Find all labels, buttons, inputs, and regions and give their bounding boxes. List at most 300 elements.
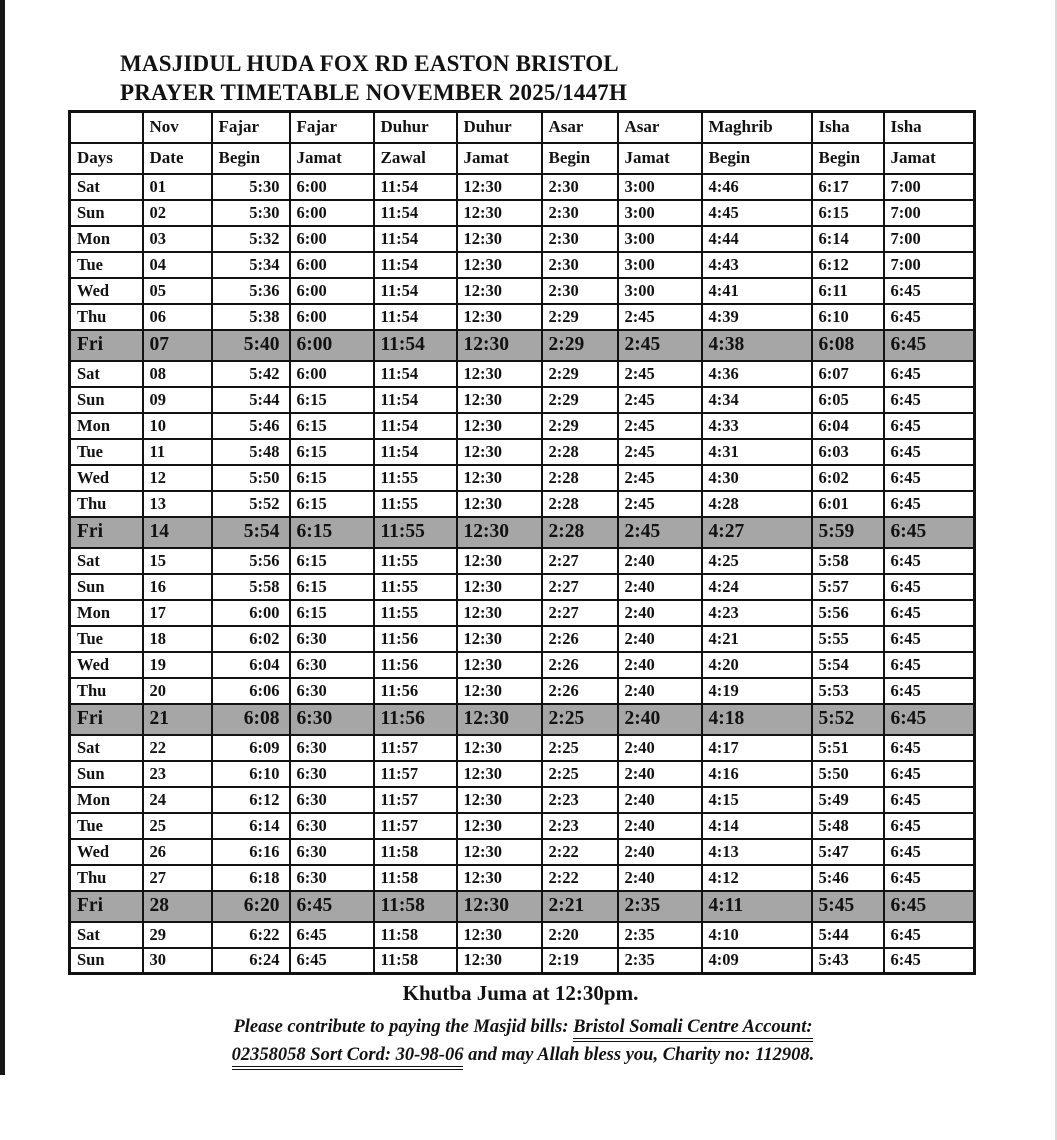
time-cell: 2:40	[618, 865, 702, 891]
date-cell: 08	[143, 361, 212, 387]
time-cell: 2:27	[542, 548, 618, 574]
time-cell: 5:44	[212, 387, 290, 413]
day-cell: Wed	[70, 278, 143, 304]
time-cell: 6:07	[812, 361, 884, 387]
time-cell: 12:30	[457, 787, 542, 813]
date-cell: 11	[143, 439, 212, 465]
time-cell: 6:16	[212, 839, 290, 865]
time-cell: 6:15	[812, 200, 884, 226]
time-cell: 4:10	[702, 922, 812, 948]
time-cell: 2:30	[542, 278, 618, 304]
time-cell: 4:15	[702, 787, 812, 813]
date-cell: 27	[143, 865, 212, 891]
account-number-underlined: 02358058 Sort Cord: 30-98-06	[232, 1045, 464, 1070]
time-cell: 5:51	[812, 735, 884, 761]
time-cell: 6:10	[212, 761, 290, 787]
time-cell: 6:45	[290, 922, 374, 948]
time-cell: 2:30	[542, 200, 618, 226]
day-cell: Sun	[70, 761, 143, 787]
time-cell: 6:45	[884, 278, 975, 304]
time-cell: 12:30	[457, 517, 542, 548]
time-cell: 7:00	[884, 252, 975, 278]
table-row	[70, 517, 975, 548]
time-cell: 11:55	[374, 548, 457, 574]
time-cell: 2:29	[542, 387, 618, 413]
date-cell: 14	[143, 517, 212, 548]
time-cell: 12:30	[457, 252, 542, 278]
time-cell: 2:40	[618, 761, 702, 787]
date-cell: 19	[143, 652, 212, 678]
time-cell: 6:30	[290, 626, 374, 652]
header-maghrib: Maghrib	[702, 112, 812, 143]
time-cell: 6:00	[290, 226, 374, 252]
time-cell: 6:45	[884, 626, 975, 652]
day-cell: Wed	[70, 839, 143, 865]
time-cell: 11:56	[374, 678, 457, 704]
time-cell: 5:30	[212, 174, 290, 200]
time-cell: 2:22	[542, 839, 618, 865]
table-row	[70, 361, 975, 387]
table-row	[70, 200, 975, 226]
time-cell: 2:22	[542, 865, 618, 891]
time-cell: 6:09	[212, 735, 290, 761]
header-asar-begin: Begin	[542, 143, 618, 174]
time-cell: 11:54	[374, 278, 457, 304]
day-cell: Mon	[70, 413, 143, 439]
day-cell: Fri	[70, 891, 143, 922]
scan-edge-artifact-left	[0, 0, 5, 1075]
time-cell: 4:13	[702, 839, 812, 865]
contribution-line-2	[78, 1041, 968, 1069]
time-cell: 6:11	[812, 278, 884, 304]
time-cell: 11:58	[374, 865, 457, 891]
time-cell: 7:00	[884, 226, 975, 252]
time-cell: 6:45	[884, 491, 975, 517]
table-row	[70, 839, 975, 865]
header-isha-begin: Begin	[812, 143, 884, 174]
time-cell: 2:27	[542, 600, 618, 626]
header-days: Days	[70, 143, 143, 174]
time-cell: 2:28	[542, 517, 618, 548]
time-cell: 5:44	[812, 922, 884, 948]
time-cell: 6:30	[290, 839, 374, 865]
time-cell: 6:45	[884, 922, 975, 948]
table-row	[70, 413, 975, 439]
time-cell: 6:45	[884, 304, 975, 330]
time-cell: 4:25	[702, 548, 812, 574]
time-cell: 5:57	[812, 574, 884, 600]
header-fajar-jamat: Jamat	[290, 143, 374, 174]
prayer-timetable	[68, 110, 976, 975]
time-cell: 4:46	[702, 174, 812, 200]
time-cell: 6:00	[290, 330, 374, 361]
time-cell: 3:00	[618, 252, 702, 278]
time-cell: 5:50	[812, 761, 884, 787]
page-title	[120, 49, 627, 107]
time-cell: 12:30	[457, 387, 542, 413]
time-cell: 2:26	[542, 652, 618, 678]
time-cell: 6:12	[212, 787, 290, 813]
time-cell: 6:45	[290, 891, 374, 922]
time-cell: 4:44	[702, 226, 812, 252]
table-row	[70, 922, 975, 948]
time-cell: 5:54	[812, 652, 884, 678]
date-cell: 05	[143, 278, 212, 304]
time-cell: 11:58	[374, 922, 457, 948]
date-cell: 10	[143, 413, 212, 439]
time-cell: 4:24	[702, 574, 812, 600]
table-row	[70, 600, 975, 626]
date-cell: 26	[143, 839, 212, 865]
time-cell: 5:56	[212, 548, 290, 574]
header-duhur-2: Duhur	[457, 112, 542, 143]
time-cell: 11:54	[374, 252, 457, 278]
table-row	[70, 813, 975, 839]
time-cell: 4:14	[702, 813, 812, 839]
time-cell: 5:59	[812, 517, 884, 548]
day-cell: Sat	[70, 174, 143, 200]
time-cell: 2:40	[618, 652, 702, 678]
time-cell: 4:11	[702, 891, 812, 922]
day-cell: Tue	[70, 252, 143, 278]
table-row	[70, 948, 975, 974]
time-cell: 6:02	[812, 465, 884, 491]
date-cell: 13	[143, 491, 212, 517]
date-cell: 18	[143, 626, 212, 652]
time-cell: 2:40	[618, 574, 702, 600]
time-cell: 6:00	[290, 200, 374, 226]
time-cell: 5:32	[212, 226, 290, 252]
time-cell: 4:30	[702, 465, 812, 491]
table-row	[70, 278, 975, 304]
time-cell: 2:30	[542, 174, 618, 200]
time-cell: 2:45	[618, 387, 702, 413]
day-cell: Thu	[70, 678, 143, 704]
time-cell: 11:56	[374, 704, 457, 735]
header-asar-jamat: Jamat	[618, 143, 702, 174]
time-cell: 6:02	[212, 626, 290, 652]
date-cell: 17	[143, 600, 212, 626]
time-cell: 2:21	[542, 891, 618, 922]
day-cell: Wed	[70, 465, 143, 491]
header-isha-1: Isha	[812, 112, 884, 143]
time-cell: 4:12	[702, 865, 812, 891]
time-cell: 5:47	[812, 839, 884, 865]
time-cell: 2:29	[542, 304, 618, 330]
time-cell: 3:00	[618, 226, 702, 252]
time-cell: 6:45	[884, 361, 975, 387]
time-cell: 5:53	[812, 678, 884, 704]
time-cell: 12:30	[457, 735, 542, 761]
time-cell: 4:45	[702, 200, 812, 226]
date-cell: 15	[143, 548, 212, 574]
time-cell: 6:06	[212, 678, 290, 704]
day-cell: Fri	[70, 704, 143, 735]
time-cell: 6:14	[812, 226, 884, 252]
date-cell: 07	[143, 330, 212, 361]
time-cell: 12:30	[457, 813, 542, 839]
time-cell: 5:36	[212, 278, 290, 304]
table-row	[70, 678, 975, 704]
time-cell: 6:45	[884, 439, 975, 465]
time-cell: 12:30	[457, 600, 542, 626]
time-cell: 4:23	[702, 600, 812, 626]
time-cell: 6:30	[290, 678, 374, 704]
time-cell: 4:16	[702, 761, 812, 787]
time-cell: 11:54	[374, 413, 457, 439]
time-cell: 6:45	[290, 948, 374, 974]
time-cell: 6:30	[290, 865, 374, 891]
date-cell: 03	[143, 226, 212, 252]
time-cell: 6:10	[812, 304, 884, 330]
title-line-1: MASJIDUL HUDA FOX RD EASTON BRISTOL	[120, 51, 619, 76]
time-cell: 4:20	[702, 652, 812, 678]
time-cell: 5:52	[812, 704, 884, 735]
time-cell: 12:30	[457, 491, 542, 517]
time-cell: 12:30	[457, 839, 542, 865]
time-cell: 12:30	[457, 574, 542, 600]
time-cell: 5:54	[212, 517, 290, 548]
date-cell: 09	[143, 387, 212, 413]
time-cell: 12:30	[457, 891, 542, 922]
day-cell: Mon	[70, 226, 143, 252]
time-cell: 6:00	[290, 252, 374, 278]
contribution-note	[78, 1013, 968, 1069]
table-row	[70, 891, 975, 922]
time-cell: 2:28	[542, 491, 618, 517]
time-cell: 5:48	[212, 439, 290, 465]
day-cell: Sun	[70, 948, 143, 974]
date-cell: 06	[143, 304, 212, 330]
date-cell: 21	[143, 704, 212, 735]
time-cell: 5:52	[212, 491, 290, 517]
time-cell: 2:40	[618, 813, 702, 839]
time-cell: 5:55	[812, 626, 884, 652]
header-duhur-zawal: Zawal	[374, 143, 457, 174]
time-cell: 2:35	[618, 922, 702, 948]
time-cell: 4:33	[702, 413, 812, 439]
time-cell: 2:45	[618, 304, 702, 330]
time-cell: 4:39	[702, 304, 812, 330]
time-cell: 4:34	[702, 387, 812, 413]
time-cell: 12:30	[457, 678, 542, 704]
header-row-prayer-names	[70, 112, 975, 143]
time-cell: 11:54	[374, 330, 457, 361]
time-cell: 6:30	[290, 735, 374, 761]
time-cell: 6:00	[290, 174, 374, 200]
date-cell: 25	[143, 813, 212, 839]
time-cell: 5:48	[812, 813, 884, 839]
table-row	[70, 304, 975, 330]
time-cell: 12:30	[457, 330, 542, 361]
khutba-note: Khutba Juma at 12:30pm.	[402, 981, 639, 1005]
table-row	[70, 491, 975, 517]
date-cell: 20	[143, 678, 212, 704]
header-isha-jamat: Jamat	[884, 143, 975, 174]
time-cell: 4:09	[702, 948, 812, 974]
time-cell: 2:29	[542, 361, 618, 387]
time-cell: 11:54	[374, 304, 457, 330]
time-cell: 11:55	[374, 517, 457, 548]
time-cell: 2:40	[618, 735, 702, 761]
charity-text: and may Allah bless you, Charity no: 112908.	[463, 1045, 815, 1065]
table-row	[70, 735, 975, 761]
time-cell: 6:30	[290, 787, 374, 813]
day-cell: Sun	[70, 200, 143, 226]
time-cell: 11:57	[374, 787, 457, 813]
time-cell: 6:14	[212, 813, 290, 839]
time-cell: 11:54	[374, 226, 457, 252]
time-cell: 12:30	[457, 704, 542, 735]
time-cell: 6:18	[212, 865, 290, 891]
time-cell: 12:30	[457, 865, 542, 891]
day-cell: Thu	[70, 304, 143, 330]
date-cell: 12	[143, 465, 212, 491]
time-cell: 4:19	[702, 678, 812, 704]
table-row	[70, 439, 975, 465]
time-cell: 12:30	[457, 626, 542, 652]
time-cell: 5:42	[212, 361, 290, 387]
time-cell: 11:57	[374, 735, 457, 761]
time-cell: 2:30	[542, 226, 618, 252]
time-cell: 2:45	[618, 413, 702, 439]
time-cell: 2:40	[618, 626, 702, 652]
day-cell: Tue	[70, 626, 143, 652]
time-cell: 2:23	[542, 813, 618, 839]
day-cell: Tue	[70, 439, 143, 465]
time-cell: 2:45	[618, 361, 702, 387]
time-cell: 7:00	[884, 200, 975, 226]
time-cell: 6:45	[884, 839, 975, 865]
date-cell: 23	[143, 761, 212, 787]
time-cell: 7:00	[884, 174, 975, 200]
date-cell: 04	[143, 252, 212, 278]
time-cell: 11:58	[374, 948, 457, 974]
time-cell: 6:17	[812, 174, 884, 200]
time-cell: 2:20	[542, 922, 618, 948]
time-cell: 2:40	[618, 678, 702, 704]
day-cell: Sun	[70, 574, 143, 600]
time-cell: 6:22	[212, 922, 290, 948]
contribution-text: Please contribute to paying the Masjid bills:	[233, 1017, 574, 1037]
header-fajar-2: Fajar	[290, 112, 374, 143]
time-cell: 5:30	[212, 200, 290, 226]
time-cell: 2:25	[542, 761, 618, 787]
time-cell: 6:30	[290, 652, 374, 678]
table-row	[70, 574, 975, 600]
time-cell: 11:55	[374, 600, 457, 626]
time-cell: 4:18	[702, 704, 812, 735]
time-cell: 11:58	[374, 839, 457, 865]
time-cell: 12:30	[457, 304, 542, 330]
time-cell: 11:54	[374, 361, 457, 387]
time-cell: 6:15	[290, 574, 374, 600]
time-cell: 12:30	[457, 548, 542, 574]
header-nov: Nov	[143, 112, 212, 143]
time-cell: 2:40	[618, 704, 702, 735]
time-cell: 6:15	[290, 439, 374, 465]
time-cell: 6:45	[884, 548, 975, 574]
time-cell: 12:30	[457, 948, 542, 974]
time-cell: 6:00	[290, 304, 374, 330]
time-cell: 12:30	[457, 200, 542, 226]
header-fajar-1: Fajar	[212, 112, 290, 143]
table-row	[70, 252, 975, 278]
time-cell: 6:30	[290, 813, 374, 839]
time-cell: 6:45	[884, 891, 975, 922]
time-cell: 12:30	[457, 652, 542, 678]
time-cell: 6:45	[884, 413, 975, 439]
date-cell: 02	[143, 200, 212, 226]
time-cell: 4:21	[702, 626, 812, 652]
table-row	[70, 387, 975, 413]
day-cell: Thu	[70, 865, 143, 891]
timetable-body	[70, 174, 975, 974]
table-row	[70, 226, 975, 252]
time-cell: 5:49	[812, 787, 884, 813]
time-cell: 6:03	[812, 439, 884, 465]
time-cell: 5:50	[212, 465, 290, 491]
day-cell: Fri	[70, 330, 143, 361]
header-fajar-begin: Begin	[212, 143, 290, 174]
time-cell: 6:45	[884, 574, 975, 600]
time-cell: 2:40	[618, 548, 702, 574]
time-cell: 12:30	[457, 922, 542, 948]
time-cell: 12:30	[457, 413, 542, 439]
date-cell: 16	[143, 574, 212, 600]
table-row	[70, 787, 975, 813]
time-cell: 4:43	[702, 252, 812, 278]
time-cell: 6:15	[290, 548, 374, 574]
time-cell: 2:45	[618, 491, 702, 517]
header-maghrib-begin: Begin	[702, 143, 812, 174]
time-cell: 3:00	[618, 200, 702, 226]
time-cell: 6:45	[884, 465, 975, 491]
account-name-underlined: Bristol Somali Centre Account:	[573, 1017, 812, 1042]
table-row	[70, 865, 975, 891]
time-cell: 6:45	[884, 761, 975, 787]
day-cell: Tue	[70, 813, 143, 839]
time-cell: 6:15	[290, 465, 374, 491]
time-cell: 6:45	[884, 813, 975, 839]
time-cell: 2:29	[542, 413, 618, 439]
time-cell: 2:23	[542, 787, 618, 813]
time-cell: 2:27	[542, 574, 618, 600]
time-cell: 6:45	[884, 787, 975, 813]
time-cell: 2:25	[542, 704, 618, 735]
table-row	[70, 626, 975, 652]
table-row	[70, 174, 975, 200]
time-cell: 6:45	[884, 387, 975, 413]
contribution-line-1	[78, 1013, 968, 1041]
time-cell: 2:45	[618, 517, 702, 548]
time-cell: 2:40	[618, 600, 702, 626]
time-cell: 2:28	[542, 465, 618, 491]
time-cell: 6:05	[812, 387, 884, 413]
time-cell: 6:15	[290, 600, 374, 626]
time-cell: 6:45	[884, 678, 975, 704]
time-cell: 6:15	[290, 491, 374, 517]
table-row	[70, 652, 975, 678]
time-cell: 12:30	[457, 761, 542, 787]
date-cell: 24	[143, 787, 212, 813]
time-cell: 12:30	[457, 439, 542, 465]
time-cell: 2:45	[618, 465, 702, 491]
time-cell: 2:40	[618, 787, 702, 813]
time-cell: 12:30	[457, 226, 542, 252]
header-duhur-1: Duhur	[374, 112, 457, 143]
time-cell: 6:24	[212, 948, 290, 974]
